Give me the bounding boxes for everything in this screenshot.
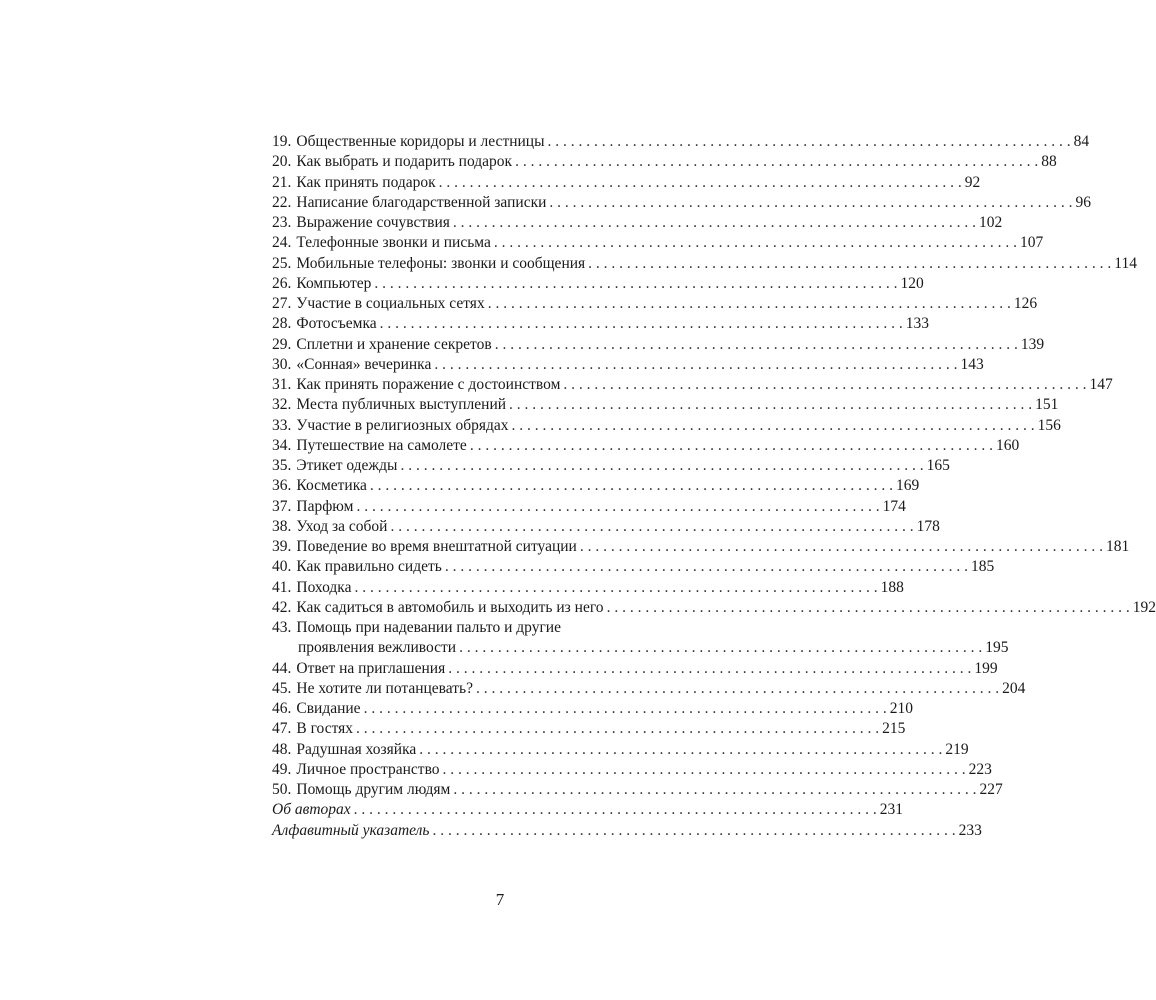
toc-leader (356, 497, 879, 517)
toc-entry-title: Участие в социальных сетях (296, 295, 485, 312)
toc-entry (272, 254, 1137, 274)
toc-entry-number: 43. (272, 619, 292, 636)
toc-entry-page: 227 (979, 781, 1003, 798)
toc-entry-page: 92 (964, 173, 981, 191)
toc-entry-page: 219 (945, 740, 969, 758)
toc-entry-title: Свидание (296, 700, 361, 717)
toc-leader (488, 294, 1011, 314)
toc-entry-title: Сплетни и хранение секретов (296, 335, 492, 353)
toc-entry-title: Радушная хозяйка (296, 740, 417, 758)
toc-entry-title: Телефонные звонки и письма (296, 234, 491, 252)
toc-entry-title: Помощь другим людям (296, 781, 451, 798)
toc-entry (272, 375, 1113, 395)
toc-entry-title: Мобильные телефоны: звонки и сообщения (296, 254, 586, 272)
toc-entry (272, 578, 904, 598)
toc-leader (548, 132, 1071, 152)
toc-leader (356, 719, 879, 739)
page-number: 7 (495, 890, 505, 909)
toc-extra-entry (272, 800, 904, 820)
toc-leader (354, 578, 877, 598)
toc-entry (272, 679, 1026, 699)
toc-entry (272, 193, 1092, 213)
toc-entry (272, 395, 1059, 415)
toc-entry-title: Парфюм (296, 497, 354, 515)
toc-leader (607, 598, 1130, 618)
toc-leader (390, 517, 913, 537)
toc-entry-title: Участие в религиозных обрядах (296, 416, 509, 434)
toc-entry-page: 199 (974, 659, 998, 677)
toc-entry-title: Как принять поражение с достоинством (296, 376, 561, 393)
toc-entry-title: Ответ на приглашения (296, 659, 446, 677)
toc-entry-page: 107 (1019, 234, 1044, 252)
toc-entry-page: 210 (889, 700, 913, 717)
toc-entry-title: Этикет одежды (296, 457, 398, 474)
toc-entry-number: 31. (272, 376, 292, 393)
toc-entry (272, 294, 1038, 314)
toc-entry-page: 169 (896, 477, 920, 495)
toc-entry (272, 537, 1130, 557)
toc-extra-page: 233 (958, 821, 982, 839)
toc-entry-page: 185 (970, 558, 995, 576)
toc-entry-number: 40. (272, 558, 292, 576)
toc-entry-number: 35. (272, 457, 292, 474)
toc-leader (459, 638, 982, 658)
toc-entry-title: Как садиться в автомобиль и выходить из него (296, 598, 604, 616)
toc-entry-number: 36. (272, 477, 292, 495)
toc-entry-title: Фотосъемка (296, 315, 377, 333)
toc-entry-number: 21. (272, 173, 292, 191)
toc-entry-page: 178 (916, 517, 940, 535)
toc-leader (439, 173, 962, 193)
toc-entry-page: 188 (880, 578, 904, 596)
toc-entry (272, 456, 950, 476)
toc-entry-page: 174 (882, 497, 906, 515)
toc-entry-title: Как выбрать и подарить подарок (296, 153, 513, 171)
toc-entry (272, 780, 1003, 800)
toc-entry-number: 23. (272, 214, 292, 231)
toc-entry-number: 29. (272, 335, 292, 353)
toc-extra-title: Алфавитный указатель (272, 821, 430, 839)
toc-leader (400, 456, 923, 476)
toc-entry-page: 156 (1037, 416, 1061, 434)
toc-entry (272, 557, 995, 577)
toc-entry (272, 598, 1156, 618)
toc-leader (419, 740, 942, 760)
toc-entry-page: 223 (968, 760, 992, 778)
toc-extra-page: 231 (879, 801, 904, 819)
toc-entry-number: 42. (272, 598, 292, 616)
toc-entry-title: Места публичных выступлений (296, 396, 507, 414)
toc-entry-page: 192 (1132, 598, 1156, 616)
toc-entry-title: Не хотите ли потанцевать? (296, 679, 473, 697)
toc-entry-page: 204 (1002, 679, 1026, 697)
toc-entry-page: 102 (979, 214, 1003, 231)
toc-entry-title: В гостях (296, 720, 354, 738)
toc-entry-number: 34. (272, 436, 292, 454)
toc-extra-title: Об авторах (272, 801, 351, 819)
toc-entry-number: 22. (272, 193, 292, 211)
toc-entry-title-cont: проявления вежливости (298, 639, 457, 657)
toc-leader (563, 375, 1086, 395)
toc-entry-number: 50. (272, 781, 292, 798)
toc-entry-page: 143 (960, 355, 984, 373)
toc-entry-number: 48. (272, 740, 292, 758)
toc-entry-page: 151 (1035, 396, 1059, 414)
toc-entry-title: Личное пространство (296, 760, 440, 778)
toc-entry-page: 139 (1020, 335, 1045, 353)
toc-leader (364, 699, 887, 719)
toc-entry-page: 120 (900, 274, 924, 292)
toc-entry (272, 497, 906, 517)
toc-entry-page: 84 (1073, 133, 1090, 150)
toc-entry-page: 96 (1075, 193, 1092, 211)
toc-entry-title: Поведение во время внештатной ситуации (296, 538, 577, 555)
toc-entry (272, 274, 924, 294)
toc-entry-number: 19. (272, 133, 292, 150)
toc-entry-title: Уход за собой (296, 517, 388, 535)
toc-entry (272, 132, 1090, 152)
toc-leader (445, 557, 968, 577)
toc-entry-page: 114 (1114, 254, 1137, 272)
toc-entry-number: 28. (272, 315, 292, 333)
toc-entry (272, 517, 940, 537)
toc-entry-title: Косметика (296, 477, 367, 495)
toc-leader (509, 395, 1032, 415)
toc-leader (432, 821, 955, 841)
toc-leader (549, 193, 1072, 213)
toc-entry (272, 476, 920, 496)
toc-entry (272, 618, 684, 638)
toc-leader (448, 659, 971, 679)
toc-entry-number: 27. (272, 295, 292, 312)
toc-leader (434, 355, 957, 375)
toc-entry (272, 173, 981, 193)
toc-entry-title: Как правильно сидеть (296, 558, 442, 576)
toc-entry-number: 45. (272, 679, 292, 697)
toc-leader (494, 233, 1017, 253)
toc-entry-page: 133 (905, 315, 930, 333)
toc-entry-number: 38. (272, 517, 292, 535)
toc-entry-title: «Сонная» вечеринка (296, 355, 432, 373)
toc-entry-number: 33. (272, 416, 292, 434)
toc-entry-title: Компьютер (296, 274, 372, 292)
toc-entry-title: Походка (296, 578, 352, 596)
toc-leader (588, 254, 1111, 274)
toc-entry-title: Как принять подарок (296, 173, 436, 191)
toc-leader (495, 335, 1018, 355)
toc-entry (272, 659, 998, 679)
toc-entry-title: Написание благодарственной записки (296, 193, 547, 211)
toc-entry-number: 26. (272, 274, 292, 292)
toc-entry (272, 416, 1061, 436)
toc-extra-entry (272, 821, 982, 841)
toc-entry (272, 740, 969, 760)
toc-entry-page: 215 (882, 720, 906, 738)
toc-leader (515, 152, 1038, 172)
toc-leader (470, 436, 993, 456)
toc-leader (511, 416, 1034, 436)
toc-entry (272, 699, 913, 719)
toc-entry-page: 147 (1089, 376, 1113, 393)
toc-entry-title: Путешествие на самолете (296, 436, 467, 454)
toc-entry-number: 49. (272, 760, 292, 778)
toc-entry-title: Помощь при надевании пальто и другие (296, 619, 561, 636)
toc-entry-number: 32. (272, 396, 292, 414)
toc-entry-title: Общественные коридоры и лестницы (296, 133, 545, 150)
toc-leader (453, 213, 976, 233)
toc-entry (272, 436, 1020, 456)
toc-entry (272, 314, 930, 334)
toc-leader (354, 800, 877, 820)
toc-entry (272, 719, 906, 739)
toc-leader (580, 537, 1103, 557)
toc-entry-page: 126 (1013, 295, 1038, 312)
toc-entry (272, 355, 984, 375)
toc-entry-continuation (272, 638, 1009, 658)
toc-entry-page: 181 (1105, 538, 1130, 555)
toc-leader (374, 274, 897, 294)
table-of-contents (272, 132, 1156, 841)
toc-entry-number: 20. (272, 153, 292, 171)
toc-leader (476, 679, 999, 699)
toc-entry-number: 30. (272, 355, 292, 373)
toc-entry-number: 39. (272, 538, 292, 555)
toc-entry-page: 165 (926, 457, 950, 474)
toc-entry-title: Выражение сочувствия (296, 214, 450, 231)
toc-entry-number: 25. (272, 254, 292, 272)
toc-entry-number: 24. (272, 234, 292, 252)
toc-entry (272, 760, 992, 780)
toc-entry (272, 233, 1044, 253)
toc-leader (370, 476, 893, 496)
toc-entry-number: 46. (272, 700, 292, 717)
toc-entry-number: 37. (272, 497, 292, 515)
toc-entry-number: 41. (272, 578, 292, 596)
toc-leader (453, 780, 976, 800)
toc-entry-number: 47. (272, 720, 292, 738)
toc-leader (380, 314, 903, 334)
toc-entry-page: 88 (1041, 153, 1057, 171)
toc-entry-page: 195 (985, 639, 1009, 657)
toc-entry-page: 160 (995, 436, 1020, 454)
toc-leader (443, 760, 966, 780)
toc-entry (272, 213, 1003, 233)
toc-entry (272, 335, 1045, 355)
toc-entry (272, 152, 1057, 172)
toc-entry-number: 44. (272, 659, 292, 677)
